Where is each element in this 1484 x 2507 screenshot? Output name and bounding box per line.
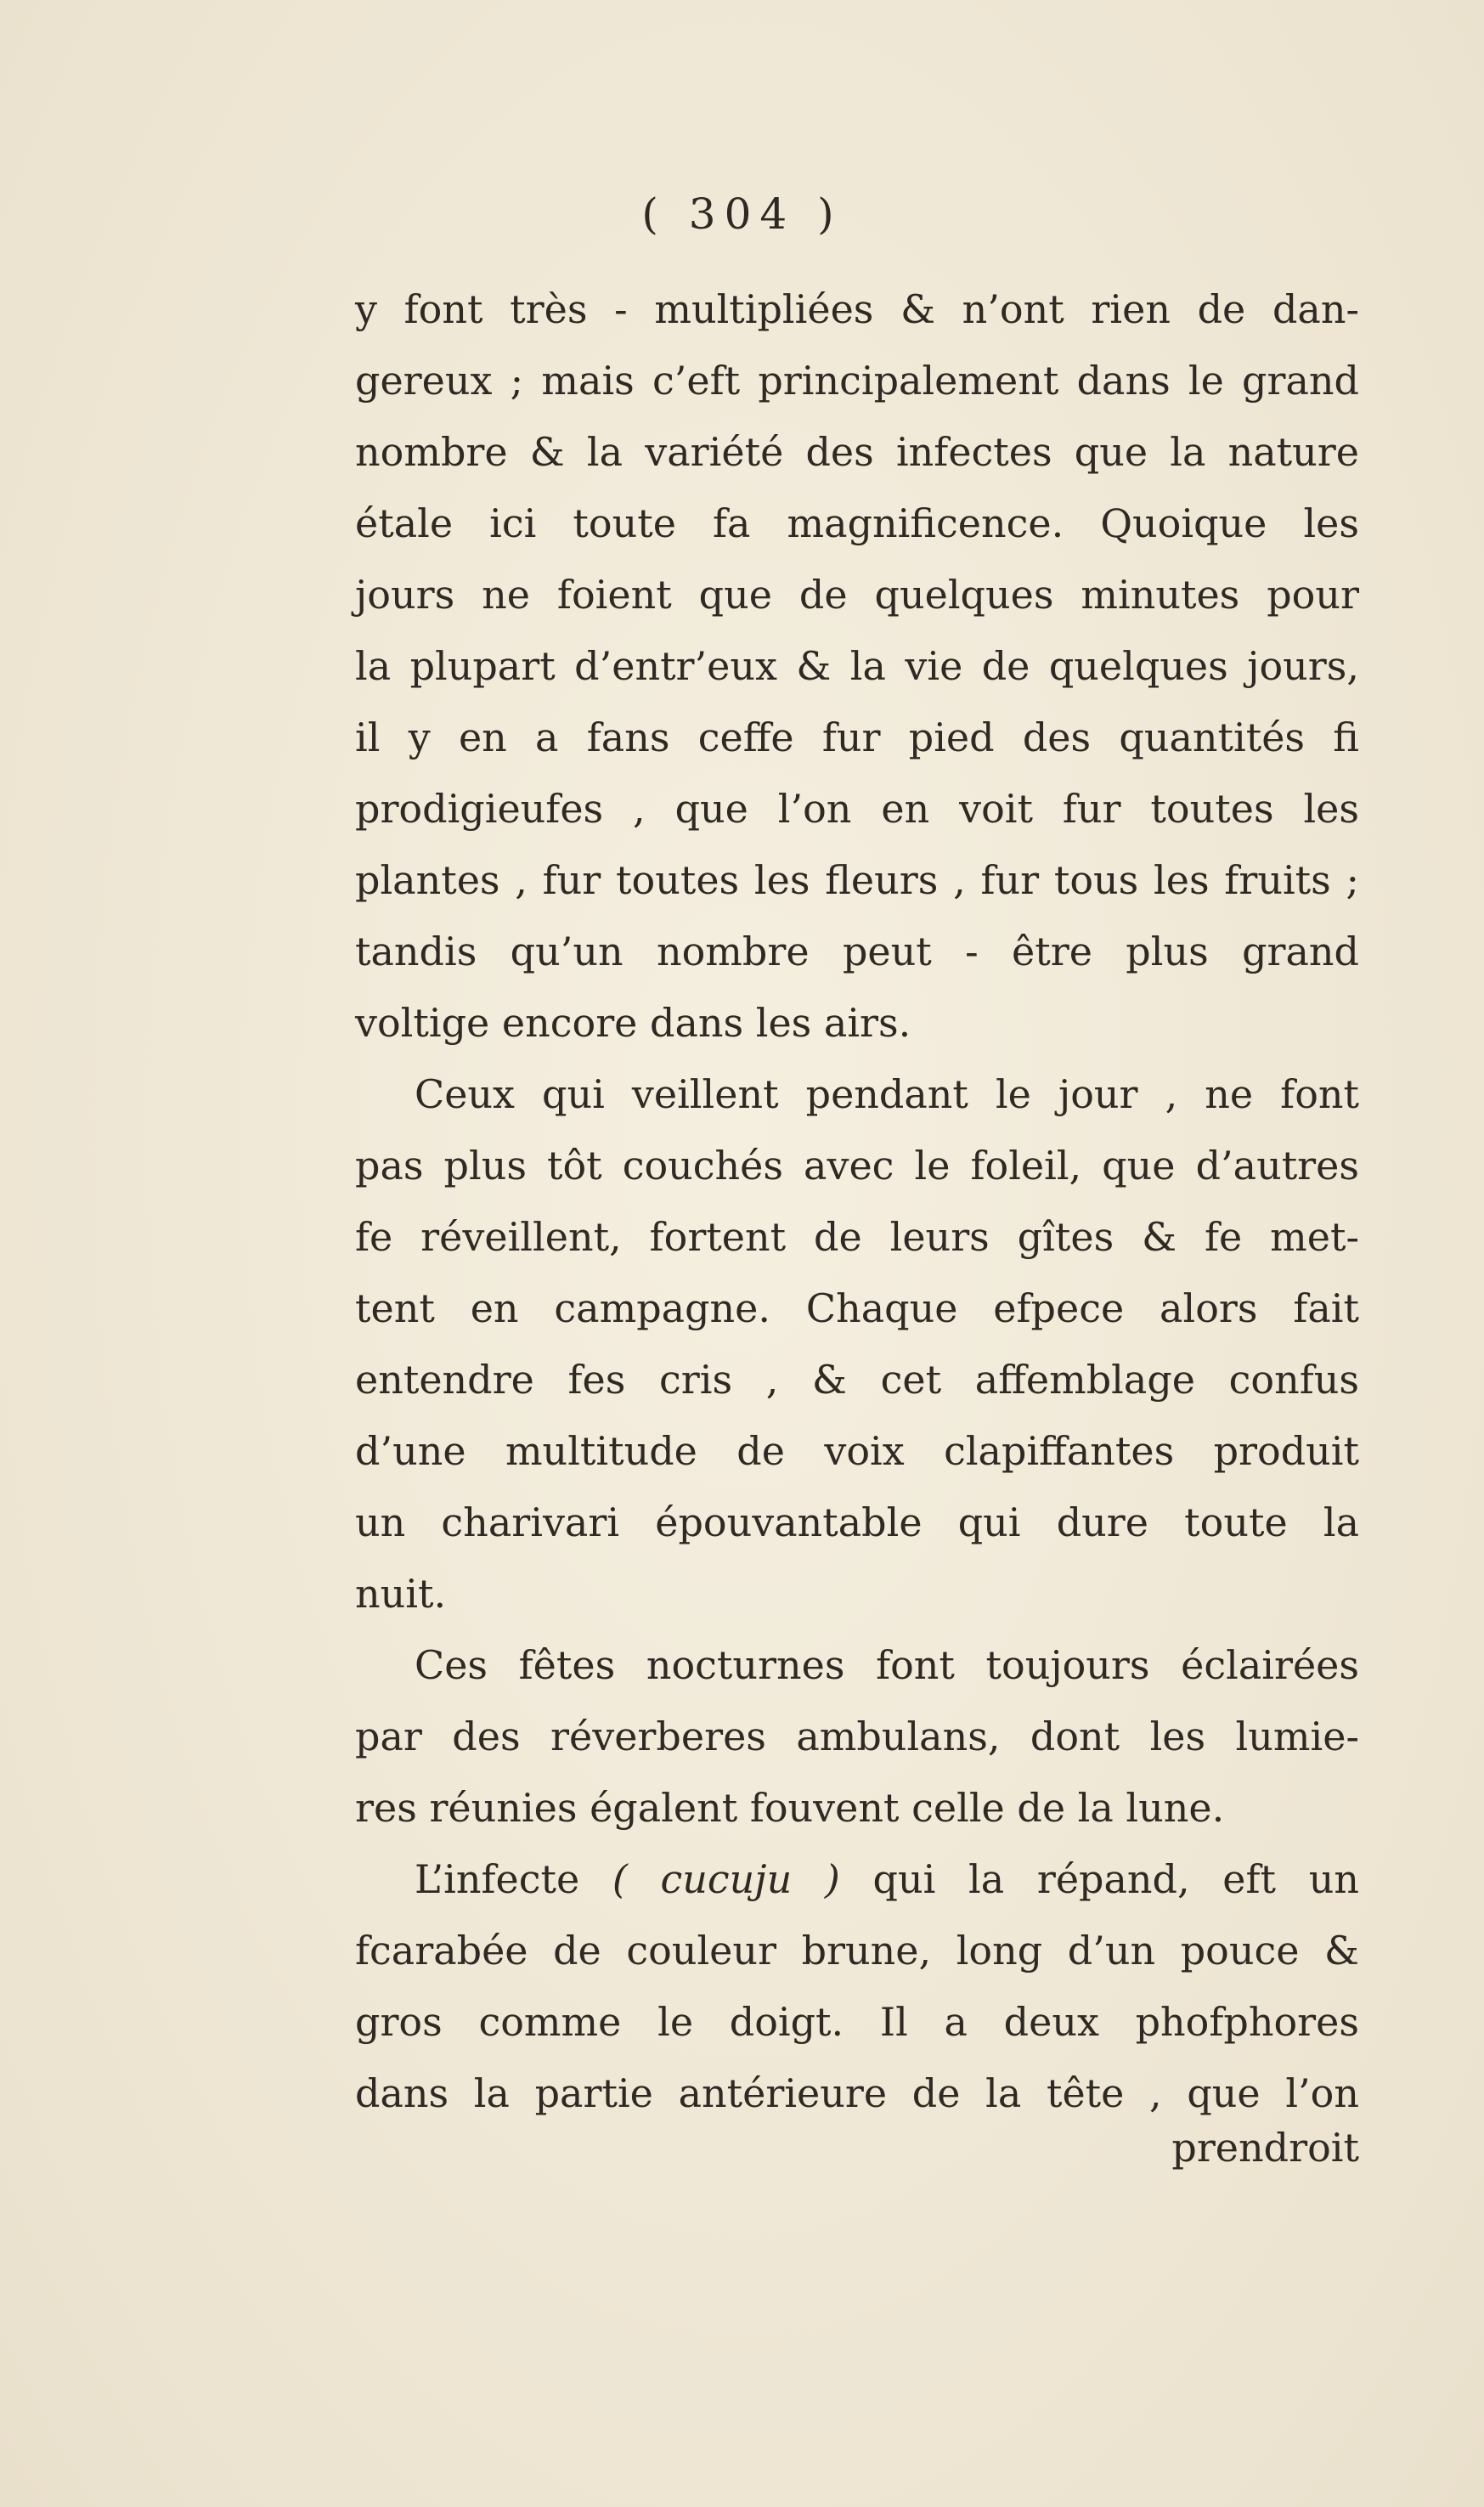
text-line: dans la partie antérieure de la tête , que l’on <box>355 2070 1359 2116</box>
text-line: voltige encore dans les airs. <box>355 1000 911 1046</box>
text-segment: qui la répand, eft un <box>839 1856 1359 1902</box>
text-line: nuit. <box>355 1571 447 1617</box>
text-line: fe réveillent, fortent de leurs gîtes & fe met- <box>355 1214 1359 1260</box>
text-segment: L’infecte <box>415 1856 612 1902</box>
text-line: il y en a fans ceffe fur pied des quantités fi <box>355 714 1359 760</box>
text-line: étale ici toute fa magnificence. Quoique les <box>355 500 1359 546</box>
body-text <box>355 274 1359 2129</box>
text-line: gros comme le doigt. Il a deux phofphores <box>355 1999 1359 2045</box>
text-line <box>355 1844 1359 1915</box>
text-line: tandis qu’un nombre peut - être plus grand <box>355 929 1359 974</box>
text-line: la plupart d’entr’eux & la vie de quelques jours, <box>355 643 1359 689</box>
text-line: d’une multitude de voix clapiffantes produit <box>355 1428 1359 1474</box>
text-line: plantes , fur toutes les fleurs , fur tous les fruits ; <box>355 857 1359 903</box>
text-line: jours ne foient que de quelques minutes pour <box>355 572 1359 618</box>
text-line: tent en campagne. Chaque efpece alors fait <box>355 1285 1359 1331</box>
page-number-header: ( 304 ) <box>641 189 843 239</box>
text-line: entendre fes cris , & cet affemblage confus <box>355 1357 1359 1403</box>
catchword: prendroit <box>1171 2125 1359 2171</box>
text-line: par des réverberes ambulans, dont les lumie- <box>355 1714 1359 1759</box>
text-line: nombre & la variété des infectes que la nature <box>355 429 1359 475</box>
text-line: prodigieufes , que l’on en voit fur toutes les <box>355 786 1359 832</box>
text-line: res réunies égalent fouvent celle de la lune. <box>355 1785 1225 1831</box>
text-line: y font très - multipliées & n’ont rien de dan- <box>355 286 1359 332</box>
text-line: Ces fêtes nocturnes font toujours éclairées <box>415 1642 1359 1688</box>
text-line: gereux ; mais c’eft principalement dans le grand <box>355 358 1359 404</box>
text-line: un charivari épouvantable qui dure toute la <box>355 1499 1359 1545</box>
text-line: fcarabée de couleur brune, long d’un pouce & <box>355 1928 1359 1973</box>
text-line: Ceux qui veillent pendant le jour , ne font <box>415 1071 1359 1117</box>
italic-term: ( cucuju ) <box>612 1856 840 1902</box>
text-line: pas plus tôt couchés avec le foleil, que d’autres <box>355 1143 1359 1189</box>
